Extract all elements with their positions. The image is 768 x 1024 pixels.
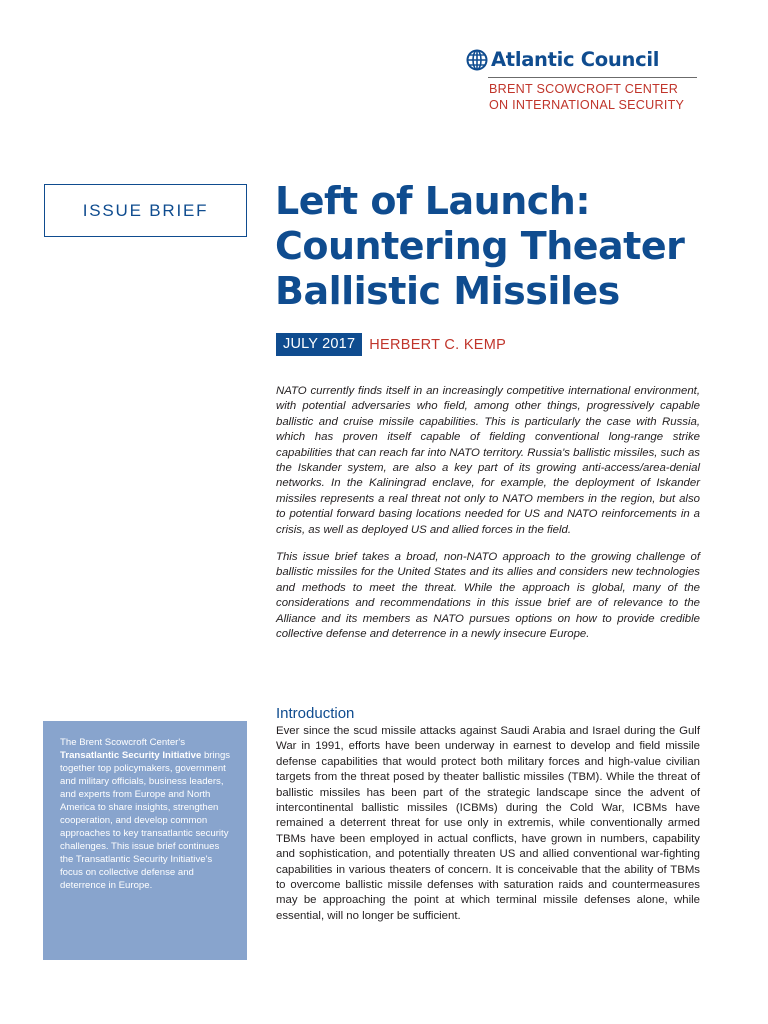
document-title [275,179,745,314]
issue-brief-label: ISSUE BRIEF [82,200,209,220]
abstract [276,384,700,655]
sidebar-text-post: brings together top policymakers, government and military officials, business leaders, and experts from Europe and North America to share insights, strengthen cooperation, and develop common approaches to key transatlantic security challenges. This issue brief continues the Transatlantic Security Initiative's focus on collective defense and deterrence in Europe. [60,750,231,891]
abstract-paragraph: NATO currently finds itself in an increasingly competitive international environment, with potential adversaries who field, among other things, progressively capable ballistic and cruise missile capabilities. This is particularly the case with Russia, which has proven itself capable of fielding conventional long-range strike capabilities that can reach far into NATO territory. Russia's ballistic missiles, such as the Iskander system, are also a key part of its growing anti-access/area-denial networks. In the Kaliningrad enclave, for example, the deployment of Iskander missiles represents a real threat not only to NATO members in the region, but also to potential forward basing locations needed for US and NATO reinforcements in a crisis, as well as deployed US and allied forces in the field. [276,385,700,536]
logo-divider [488,77,697,78]
atlantic-council-logo [466,46,698,113]
center-name-line-1: BRENT SCOWCROFT CENTER [489,82,679,96]
introduction-body: Ever since the scud missile attacks against Saudi Arabia and Israel during the Gulf War in 1991, efforts have been underway in earnest to develop and field missile defense capabilities that would protect both military forces and high-value civilian targets from the threat posed by theater ballistic missiles (TBM). While the threat of ballistic missiles has been part of the strategic landscape since the advent of intercontinental ballistic missiles (ICBMs) during the Cold War, ICBMs have remained a deterrent threat for use only in extremis, while conventionally armed TBMs have been employed in actual conflicts, have grown in numbers, capability and sophistication, and potentially threaten US and allied conventional war-fighting capabilities in various theaters of concern. It is conceivable that the ability of TBMs to overcome ballistic missile defenses with saturation raids and countermeasures may be approaching the point at which terminal missile defenses alone, while essential, will no longer be sufficient. [276,725,700,922]
sidebar-box [43,721,247,960]
org-name: Atlantic Council [491,48,660,71]
sidebar-initiative-name: Transatlantic Security Initiative [60,750,202,761]
sidebar-text-pre: The Brent Scowcroft Center's [60,737,185,748]
publication-date: JULY 2017 [276,333,362,356]
abstract-paragraph: This issue brief takes a broad, non-NATO approach to the growing challenge of ballistic missiles for the United States and its allies and considers new technologies and methods to meet the threat. While the approach is global, many of the considerations and recommendations in this issue brief are of relevance to the Alliance and its members as NATO pursues options on how to provide credible collective defense and deterrence in a newly insecure Europe. [276,551,700,641]
logo-row [466,46,698,74]
center-name-line-2: ON INTERNATIONAL SECURITY [489,97,685,112]
issue-brief-box [44,184,247,237]
author-name: HERBERT C. KEMP [369,336,507,353]
introduction-heading: Introduction [276,705,355,722]
title-line: Ballistic Missiles [275,269,620,313]
byline [276,333,506,356]
title-line: Countering Theater [275,224,685,268]
globe-icon [466,49,488,71]
title-line: Left of Launch: [275,179,591,223]
